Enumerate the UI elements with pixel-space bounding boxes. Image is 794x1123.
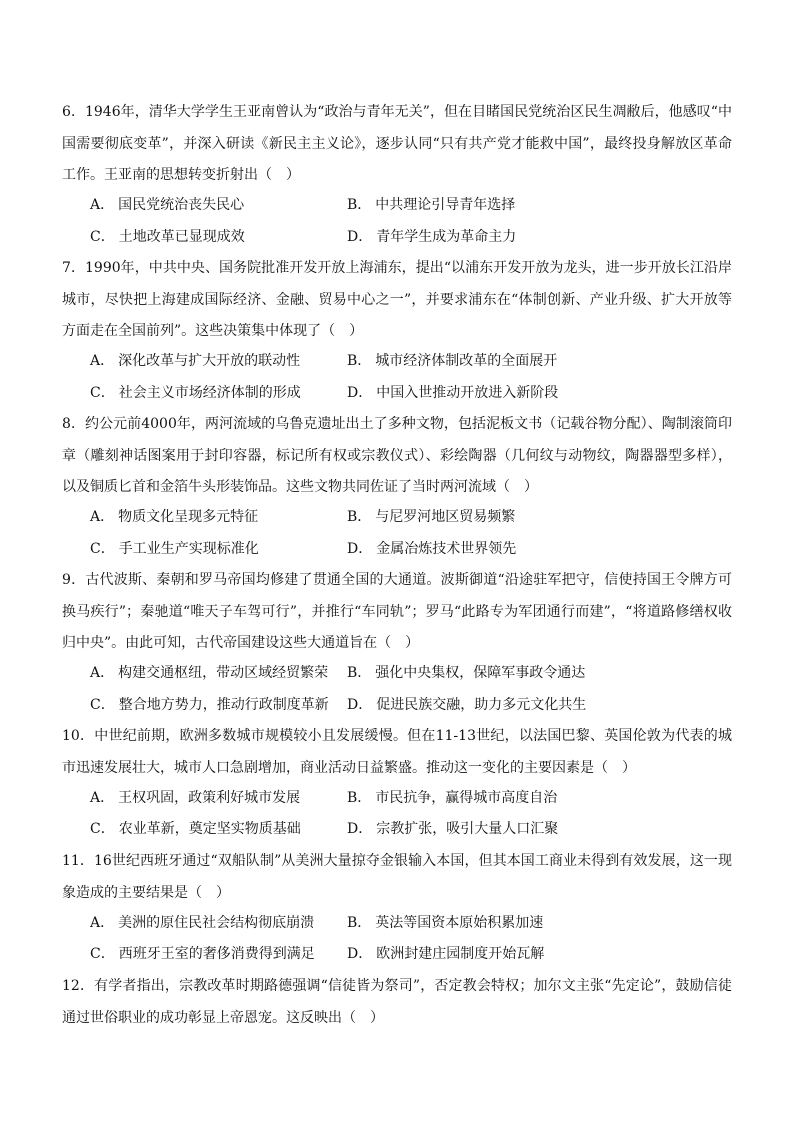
question-7-options-row-1 <box>90 350 730 372</box>
question-8-options-row-2 <box>90 538 730 560</box>
option-text: 金属冶炼技术世界领先 <box>376 541 517 557</box>
question-8-options-row-1 <box>90 506 730 528</box>
option-letter: B． <box>347 665 372 681</box>
question-9-stem: 9．古代波斯、秦朝和罗马帝国均修建了贯通全国的大通道。波斯御道“沿途驻军把守，信使持国王令牌方可换马疾行”；秦驰道“唯天子车驾可行”，并推行“车同轨”；罗马“此路专为军团通行而建”，“将道路修缮权收归中央”。由此可知，古代帝国建设这些大通道旨在（ ） <box>62 572 732 651</box>
option-letter: B． <box>347 197 372 213</box>
option-letter: D． <box>347 821 373 837</box>
option-text: 欧洲封建庄园制度开始瓦解 <box>376 946 545 962</box>
option-text: 促进民族交融，助力多元文化共生 <box>376 697 587 713</box>
option-letter: D． <box>347 946 373 962</box>
option-letter: A． <box>90 665 115 681</box>
question-9-options-row-2 <box>90 694 730 716</box>
question-11-options-row-2 <box>90 943 730 965</box>
option-letter: A． <box>90 790 115 806</box>
option-text: 市民抗争，赢得城市高度自治 <box>375 790 558 806</box>
option-letter: C． <box>90 385 115 401</box>
option-text: 与尼罗河地区贸易频繁 <box>375 509 516 525</box>
option-text: 西班牙王室的奢侈消费得到满足 <box>118 946 315 962</box>
question-8-option-c[interactable] <box>90 538 259 560</box>
question-6-option-c[interactable] <box>90 226 245 248</box>
question-6-option-b[interactable] <box>347 194 515 216</box>
question-8-option-a[interactable] <box>90 506 258 528</box>
question-10-options-row-2 <box>90 818 730 840</box>
option-letter: B． <box>347 353 372 369</box>
option-letter: C． <box>90 541 115 557</box>
question-12-stem: 12．有学者指出，宗教改革时期路德强调“信徒皆为祭司”，否定教会特权；加尔文主张“先定论”，鼓励信徒通过世俗职业的成功彰显上帝恩宠。这反映出（ ） <box>62 978 732 1026</box>
option-text: 中共理论引导青年选择 <box>375 197 516 213</box>
question-10-option-c[interactable] <box>90 818 301 840</box>
option-text: 中国入世推动开放进入新阶段 <box>376 385 559 401</box>
question-9-option-d[interactable] <box>347 694 586 716</box>
option-letter: A． <box>90 353 115 369</box>
question-8-option-b[interactable] <box>347 506 515 528</box>
option-text: 深化改革与扩大开放的联动性 <box>118 353 301 369</box>
question-11-option-a[interactable] <box>90 912 314 934</box>
option-text: 土地改革已显现成效 <box>118 229 245 245</box>
question-9-option-b[interactable] <box>347 662 585 684</box>
option-text: 宗教扩张，吸引大量人口汇聚 <box>376 821 559 837</box>
question-10-options-row-1 <box>90 787 730 809</box>
option-letter: A． <box>90 915 115 931</box>
option-text: 青年学生成为革命主力 <box>376 229 517 245</box>
option-letter: C． <box>90 229 115 245</box>
option-letter: A． <box>90 509 115 525</box>
option-letter: B． <box>347 915 372 931</box>
question-6-options-row-2 <box>90 226 730 248</box>
option-letter: C． <box>90 946 115 962</box>
option-letter: D． <box>347 385 373 401</box>
question-6-option-a[interactable] <box>90 194 244 216</box>
option-letter: D． <box>347 541 373 557</box>
question-11-option-b[interactable] <box>347 912 543 934</box>
question-7-option-d[interactable] <box>347 382 558 404</box>
option-letter: C． <box>90 697 115 713</box>
option-text: 强化中央集权，保障军事政令通达 <box>375 665 586 681</box>
question-9-options-row-1 <box>90 662 730 684</box>
question-7-option-c[interactable] <box>90 382 301 404</box>
question-9-option-a[interactable] <box>90 662 328 684</box>
question-10-option-d[interactable] <box>347 818 558 840</box>
option-text: 英法等国资本原始积累加速 <box>375 915 544 931</box>
question-7-options-row-2 <box>90 382 730 404</box>
question-11-option-d[interactable] <box>347 943 544 965</box>
question-10-option-a[interactable] <box>90 787 300 809</box>
option-letter: D． <box>347 697 373 713</box>
question-8-option-d[interactable] <box>347 538 516 560</box>
question-6-stem: 6．1946年，清华大学学生王亚南曾认为“政治与青年无关”，但在目睹国民党统治区民生凋敝后，他感叹“中国需要彻底变革”，并深入研读《新民主主义论》，逐步认同“只有共产党才能救中国”，最终投身解放区革命工作。王亚南的思想转变折射出（ ） <box>62 104 732 183</box>
option-text: 城市经济体制改革的全面展开 <box>375 353 558 369</box>
option-letter: A． <box>90 197 115 213</box>
question-11-options-row-1 <box>90 912 730 934</box>
question-6-option-d[interactable] <box>347 226 516 248</box>
question-10-option-b[interactable] <box>347 787 557 809</box>
option-text: 社会主义市场经济体制的形成 <box>118 385 301 401</box>
option-letter: B． <box>347 790 372 806</box>
option-text: 美洲的原住民社会结构彻底崩溃 <box>118 915 315 931</box>
option-letter: D． <box>347 229 373 245</box>
option-text: 农业革新，奠定坚实物质基础 <box>118 821 301 837</box>
question-7-stem: 7．1990年，中共中央、国务院批准开发开放上海浦东，提出“以浦东开发开放为龙头，进一步开放长江沿岸城市，尽快把上海建成国际经济、金融、贸易中心之一”，并要求浦东在“体制创新、产业升级、扩大开放等方面走在全国前列”。这些决策集中体现了（ ） <box>62 260 732 339</box>
question-11-option-c[interactable] <box>90 943 315 965</box>
question-6-options-row-1 <box>90 194 730 216</box>
option-text: 整合地方势力，推动行政制度革新 <box>118 697 329 713</box>
question-7-option-b[interactable] <box>347 350 557 372</box>
option-text: 物质文化呈现多元特征 <box>118 509 259 525</box>
option-letter: C． <box>90 821 115 837</box>
option-text: 王权巩固，政策利好城市发展 <box>118 790 301 806</box>
option-text: 国民党统治丧失民心 <box>118 197 245 213</box>
question-11-stem: 11．16世纪西班牙通过“双船队制”从美洲大量掠夺金银输入本国，但其本国工商业未得到有效发展，这一现象造成的主要结果是（ ） <box>62 853 732 901</box>
option-text: 构建交通枢纽，带动区域经贸繁荣 <box>118 665 329 681</box>
question-9-option-c[interactable] <box>90 694 329 716</box>
question-7-option-a[interactable] <box>90 350 300 372</box>
option-letter: B． <box>347 509 372 525</box>
question-8-stem: 8．约公元前4000年，两河流域的乌鲁克遗址出土了多种文物，包括泥板文书（记载谷物分配）、陶制滚筒印章（雕刻神话图案用于封印容器，标记所有权或宗教仪式）、彩绘陶器（几何纹与动物纹，陶器器型多样），以及铜质匕首和金箔牛头形装饰品。这些文物共同佐证了当时两河流域（ ） <box>62 416 732 495</box>
option-text: 手工业生产实现标准化 <box>118 541 259 557</box>
question-10-stem: 10．中世纪前期，欧洲多数城市规模较小且发展缓慢。但在11-13世纪，以法国巴黎、英国伦敦为代表的城市迅速发展壮大，城市人口急剧增加，商业活动日益繁盛。推动这一变化的主要因素是（ ） <box>62 728 732 776</box>
